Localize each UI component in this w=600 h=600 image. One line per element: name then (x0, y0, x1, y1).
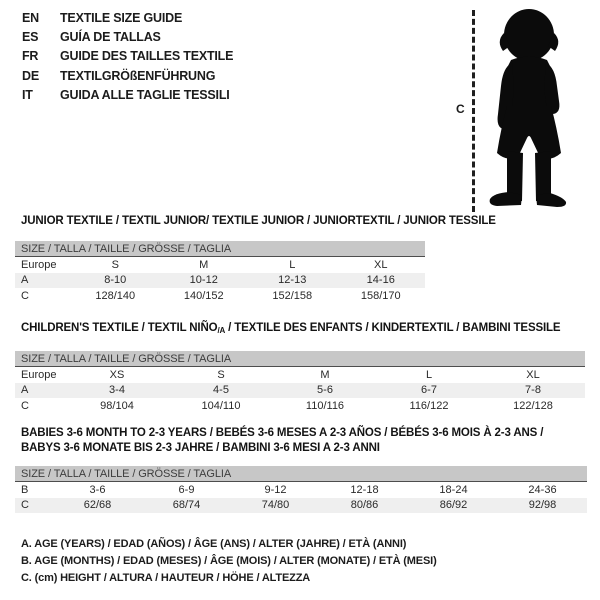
row-label: C (15, 498, 53, 514)
row-label: C (21, 399, 29, 412)
cell: M (199, 258, 209, 271)
title-subscript: /A (217, 326, 226, 335)
cell: S (111, 258, 119, 271)
cell: 14-16 (337, 273, 426, 289)
language-title: GUIDE DES TAILLES TEXTILE (60, 49, 234, 64)
language-title: TEXTILE SIZE GUIDE (60, 11, 183, 25)
babies-size-table (15, 466, 587, 513)
table-row (15, 498, 587, 514)
legend-note-c: C. (cm) HEIGHT / ALTURA / HAUTEUR / HÖHE / ALTEZZA (21, 572, 311, 584)
table-row (15, 398, 585, 414)
cell: 158/170 (360, 289, 401, 302)
cell: 10-12 (160, 273, 249, 289)
row-label: A (15, 273, 71, 289)
cell: 122/128 (513, 399, 553, 412)
table-row (15, 288, 425, 304)
cell: 140/152 (183, 289, 224, 302)
cell: 18-24 (439, 483, 468, 496)
junior-size-table (15, 241, 425, 304)
legend-notes (21, 536, 437, 587)
cell: 74/80 (231, 498, 320, 514)
cell: 3-4 (65, 383, 169, 399)
cell: 6-7 (377, 383, 481, 399)
children-section-title (21, 322, 560, 335)
cell: 98/104 (100, 399, 134, 412)
cell: 110/116 (305, 399, 345, 412)
language-title: TEXTILGRÖßENFÜHRUNG (60, 68, 216, 83)
cell: 62/68 (53, 498, 142, 514)
cell: 8-10 (71, 273, 160, 289)
language-row (22, 9, 233, 28)
cell: 4-5 (169, 383, 273, 399)
children-size-table (15, 351, 585, 414)
cell: 6-9 (178, 483, 195, 496)
cell: 152/158 (272, 289, 313, 302)
table-row (15, 273, 425, 289)
language-code: IT (22, 87, 33, 102)
language-row (22, 86, 233, 105)
legend-note-b: B. AGE (MONTHS) / EDAD (MESES) / ÂGE (MOIS) / ALTER (MONATE) / ETÀ (MESI) (21, 555, 437, 567)
cell: 80/86 (320, 498, 409, 514)
title-line: BABYS 3-6 MONATE BIS 2-3 JAHRE / BAMBINI 3-6 MESI A 2-3 ANNI (21, 442, 380, 454)
title-line: BABIES 3-6 MONTH TO 2-3 YEARS / BEBÉS 3-6 MESES A 2-3 AÑOS / BÉBÉS 3-6 MOIS À 2-3 ANS / (21, 427, 544, 439)
cell: L (289, 258, 296, 271)
cell: 3-6 (89, 483, 106, 496)
language-title: GUÍA DE TALLAS (60, 30, 161, 45)
legend-note-a: A. AGE (YEARS) / EDAD (AÑOS) / ÂGE (ANS) / ALTER (JAHRE) / ETÀ (ANNI) (21, 538, 407, 550)
cell: 7-8 (481, 383, 585, 399)
junior-section-title: JUNIOR TEXTILE / TEXTIL JUNIOR/ TEXTILE JUNIOR / JUNIORTEXTIL / JUNIOR TESSILE (21, 215, 496, 227)
size-table-header: SIZE / TALLA / TAILLE / GRÖSSE / TAGLIA (15, 351, 585, 367)
table-row (15, 367, 585, 383)
size-table-header: SIZE / TALLA / TAILLE / GRÖSSE / TAGLIA (15, 241, 425, 257)
language-row (22, 28, 233, 47)
cell: S (217, 368, 225, 381)
baby-silhouette-icon (482, 8, 576, 210)
cell: M (320, 368, 330, 381)
language-code: ES (22, 30, 39, 45)
cell: 128/140 (95, 289, 136, 302)
cell: XL (526, 368, 540, 381)
cell: 116/122 (409, 399, 449, 412)
height-measure-label: C (456, 102, 465, 116)
cell: 86/92 (409, 498, 498, 514)
language-title: GUIDA ALLE TAGLIE TESSILI (60, 87, 230, 102)
language-list (22, 9, 233, 105)
cell: 9-12 (264, 483, 287, 496)
row-label: Europe (21, 258, 57, 271)
row-label: C (21, 289, 29, 302)
table-row (15, 257, 425, 273)
title-text: / TEXTILE DES ENFANTS / KINDERTEXTIL / BAMBINI TESSILE (225, 322, 561, 334)
table-row (15, 482, 587, 498)
language-row (22, 67, 233, 86)
cell: 12-13 (248, 273, 337, 289)
cell: L (425, 368, 433, 381)
row-label: A (15, 383, 65, 399)
cell: 24-36 (528, 483, 557, 496)
language-code: EN (22, 11, 39, 25)
language-code: FR (22, 49, 39, 64)
cell: 104/110 (201, 399, 241, 412)
cell: 68/74 (142, 498, 231, 514)
language-row (22, 47, 233, 66)
cell: 92/98 (498, 498, 587, 514)
size-table-header: SIZE / TALLA / TAILLE / GRÖSSE / TAGLIA (15, 466, 587, 482)
cell: XL (374, 258, 388, 271)
row-label: B (21, 483, 29, 496)
cell: 5-6 (273, 383, 377, 399)
language-code: DE (22, 68, 39, 83)
height-measure-dashed-line (472, 10, 475, 212)
title-text: CHILDREN'S TEXTILE / TEXTIL NIÑO (21, 322, 218, 334)
cell: 12-18 (350, 483, 379, 496)
babies-section-title (21, 426, 543, 456)
row-label: Europe (21, 368, 57, 381)
table-row (15, 383, 585, 399)
cell: XS (109, 368, 125, 381)
